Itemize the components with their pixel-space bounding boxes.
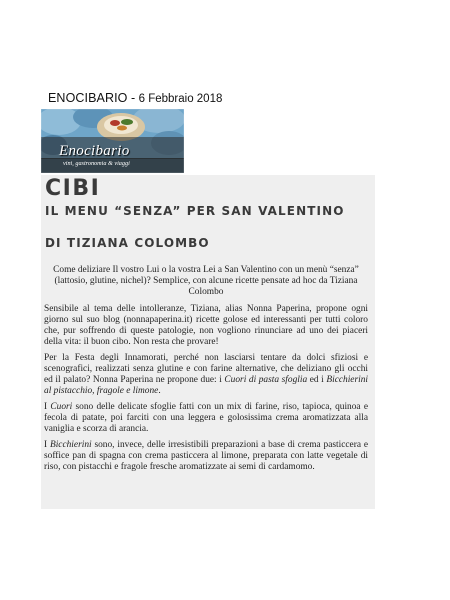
paragraph-3 xyxy=(44,402,368,435)
logo-tagline: vini, gastronomia & viaggi xyxy=(63,160,130,167)
paragraph-2 xyxy=(44,353,368,397)
recipe-name-bicchierini: Bicchierini al pistacchio, fragole e limone xyxy=(44,375,369,396)
paragraph-2-text: ed i xyxy=(307,375,327,385)
section-title: CIBI xyxy=(45,176,101,201)
header-separator: - xyxy=(127,91,139,105)
publication-date: 6 Febbraio 2018 xyxy=(138,93,223,105)
recipe-name-cuori: Cuori di pasta sfoglia xyxy=(224,375,308,385)
paragraph-2-text: . xyxy=(158,386,161,396)
paragraph-4-text: sono, invece, delle irresistibili preparazioni a base di crema pasticcera e soffice pan di spagna con crema pasticcera al limone, preparata con latte vegetale di riso, con pistacchi e fragole fresche aromatizzate ai semi di cardamomo. xyxy=(44,440,368,472)
article-intro: Come deliziare Il vostro Lui o la vostra Lei a San Valentino con un menù “senza” (lattosio, glutine, nichel)? Semplice, con alcune ricette pensate ad hoc da Tiziana Colombo xyxy=(53,265,359,297)
recipe-term-bicchierini: Bicchierini xyxy=(49,440,92,450)
publication-header xyxy=(48,91,222,105)
article-headline: IL MENU “SENZA” PER SAN VALENTINO xyxy=(45,204,345,218)
paragraph-4 xyxy=(44,440,368,473)
paragraph-2-text: Per la Festa degli Innamorati, perché non lasciarsi tentare da dolci sfiziosi e scenografici, realizzati senza glutine e con farine alternative, che deliziano gli occhi ed il palato? Nonna Paperina ne propone due: i xyxy=(44,353,368,385)
recipe-term-cuori: Cuori xyxy=(50,402,73,412)
paragraph-3-text: I xyxy=(44,402,51,412)
paragraph-4-text: I xyxy=(44,440,50,450)
logo-name: Enocibario xyxy=(59,143,130,159)
paragraph-1: Sensibile al tema delle intolleranze, Tiziana, alias Nonna Paperina, propone ogni giorno sul suo blog (nonnapaperina.it) ricette golose ed interessanti per tutti coloro che, pur soffrendo di queste patologie, non vogliono rinunciare ad uno dei piaceri della vita: il buon cibo. Non resta che provare! xyxy=(44,304,368,347)
enocibario-logo xyxy=(41,109,184,173)
article-body xyxy=(44,265,368,478)
paragraph-3-text: sono delle delicate sfoglie fatti con un mix di farine, riso, tapioca, quinoa e fecola di patate, poi farciti con una leggera e golosissima crema aromatizzata alla vaniglia e scorza di arancia. xyxy=(44,402,368,434)
publication-name: ENOCIBARIO xyxy=(48,91,128,105)
article-byline: DI TIZIANA COLOMBO xyxy=(45,236,210,250)
